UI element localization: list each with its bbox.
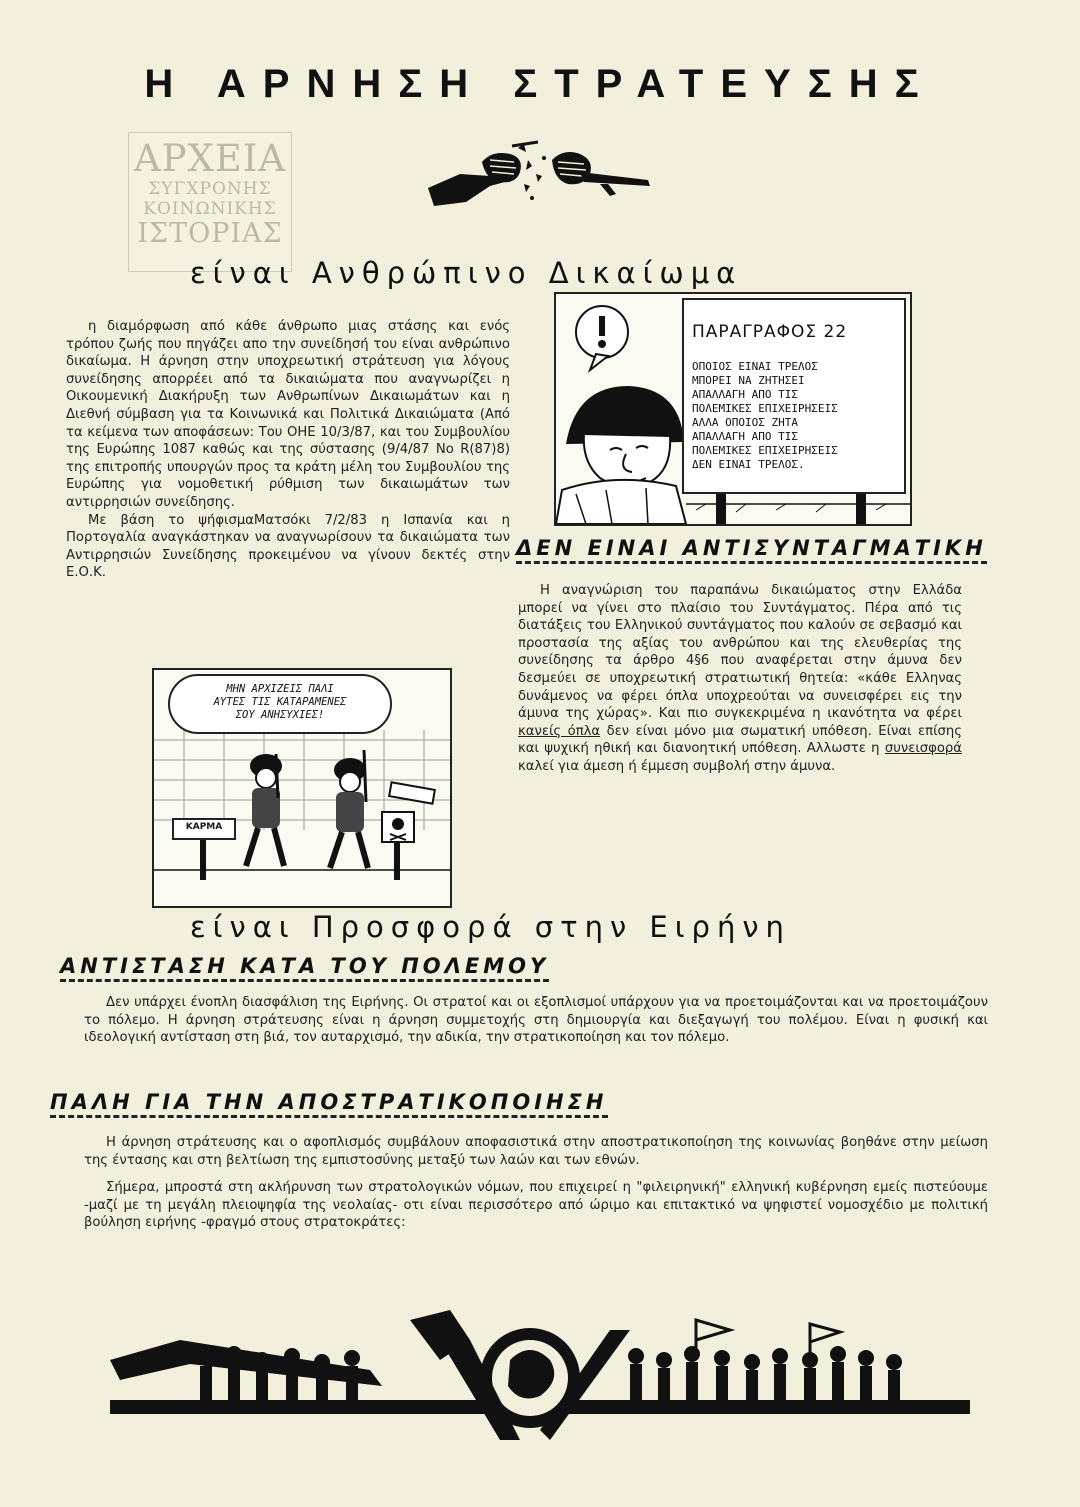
paragraph-constitution (518, 582, 962, 776)
heading-resistance-war: ΑΝΤΙΣΤΑΣΗ ΚΑΤΑ ΤΟΥ ΠΟΛΕΜΟΥ (60, 954, 549, 982)
cartoon-speech-bubble: ΜΗΝ ΑΡΧΙΖΕΙΣ ΠΑΛΙ ΑΥΤΕΣ ΤΙΣ ΚΑΤΑΡΑΜΕΝΕΣ ΣΟΥ ΑΝΗΣΥΧΙΕΣ! (168, 674, 392, 734)
constitution-text-c: καλεί για άμεση ή έμμεση συμβολή στην άμυνα. (518, 758, 836, 774)
paragraph-human-right: η διαμόρφωση από κάθε άνθρωπο μιας στάσης και ενός τρόπου ζωής που πηγάζει απο την συνείδησή του είναι ανθρώπινο δικαίωμα. Η άρνηση στην υποχρεωτική στράτευση για λόγους συνείδησης απορρέει από τα δικαιώματα που αναγνωρίζει η Οικουμενική Διακήρυξη των Ανθρωπίνων Δικαιωμάτων και η Διεθνή σύμβαση για τα Κοινωνικά και Πολιτικά Δικαιώματα (Από τα κείμενα των αποφάσεων: Του ΟΗΕ 10/3/87, και του Συμβουλίου της Ευρώπης 1087 καθώς και της σύστασης (9/4/87 No R(87)8) της επιτροπής υπουργών προς τα κράτη μέλη του Συμβουλίου της Ευρώπης για νομοθετική ρύθμιση των δικαιωμάτων των αντιρρησιών συνείδησης. (66, 319, 510, 510)
paragraph-resistance: Δεν υπάρχει ένοπλη διασφάλιση της Ειρήνης. Οι στρατοί και οι εξοπλισμοί υπάρχουν για να προετοιμάζονται και να προετοιμάζουν το πόλεμο. Η άρνηση στράτευσης είναι η άρνηση συμμετοχής στη δημιουργία και διεξαγωγή του πολέμου. Είναι η φυσική και ιδεολογική αντίσταση στη βιά, τον αυταρχισμό, την αδικία, την στρατικοποίηση και τον πόλεμο. (84, 995, 988, 1046)
heading-not-unconstitutional: ΔΕΝ ΕΙΝΑΙ ΑΝΤΙΣΥΝΤΑΓΜΑΤΙΚΗ (516, 536, 987, 564)
archive-stamp (128, 132, 292, 272)
paragraph-demilitarization: Η άρνηση στράτευσης και ο αφοπλισμός συμβάλουν αποφασιστικά στην αποστρατικοποίηση της κοινωνίας βοηθάνε στην μείωση της έντασης και στη βελτίωση της εμπιστοσύνης μεταξύ των λαών και των εθνών. (84, 1135, 988, 1168)
constitution-underlined-1: κανείς όπλα (518, 723, 601, 739)
constitution-text-a: Η αναγνώριση του παραπάνω δικαιώματος στην Ελλάδα μπορεί να γίνει στο πλαίσιο του Συντάγματος. Πέρα από τις διατάξεις του Ελληνικού συντάγματος που καλούν σε σεβασμό και προστασία της αξίας του ανθρώπου και της ελευθερίας της συνείδησης τα άρθρο 4§6 που αναφέρεται στην άμυνα δεν δεσμεύει σε υποχρεωτική στρατιωτική θητεία: «κάθε Ελληνας δυνάμενος να φέρει όπλα υποχρεούται να συνεισφέρει εις την άμυνα της χώρας». Και πιο συγκεκριμένα η ικανότητα να φέρει (518, 583, 962, 722)
stamp-line-4: ΙΣΤΟΡΙΑΣ (137, 218, 283, 249)
paragraph-22-sign (682, 298, 906, 494)
paragraph-22-sign-title: ΠΑΡΑΓΡΑΦΟΣ 22 (692, 322, 848, 342)
cartoon-paragraph-22 (554, 292, 912, 526)
subtitle-peace-offering: είναι Προσφορά στην Ειρήνη (190, 910, 791, 944)
constitution-text-b: δεν είναι μόνο μια σωματική υπόθεση. Είναι επίσης και ψυχική ηθική και διανοητική υπόθεση. Αλλωστε η (518, 723, 963, 757)
stamp-line-1: ΑΡΧΕΙΑ (133, 137, 287, 180)
marching-people-broken-gun-icon (110, 1300, 970, 1460)
paragraph-matsoki-resolution: Με βάση το ψήφισμαΜατσόκι 7/2/83 η Ισπανία και η Πορτογαλία αναγκάστηκαν να αναγνωρίσουν τα δικαιώματα των Αντιρρησιών Συνείδησης προκειμένου να γίνουν δεκτές στην Ε.Ο.Κ. (66, 512, 510, 581)
page-title: Η ΑΡΝΗΣΗ ΣΤΡΑΤΕΥΣΗΣ (144, 62, 936, 106)
cartoon-marching-soldiers (152, 668, 452, 908)
constitution-underlined-2: συνεισφορά (884, 741, 962, 757)
right-column (518, 582, 962, 776)
heading-demilitarization: ΠΑΛΗ ΓΙΑ ΤΗΝ ΑΠΟΣΤΡΑΤΙΚΟΠΟΙΗΣΗ (50, 1090, 608, 1118)
paragraph-22-sign-text: ΟΠΟΙΟΣ ΕΙΝΑΙ ΤΡΕΛΟΣ ΜΠΟΡΕΙ ΝΑ ΖΗΤΗΣΕΙ ΑΠΑΛΛΑΓΗ ΑΠΟ ΤΙΣ ΠΟΛΕΜΙΚΕΣ ΕΠΙΧΕΙΡΗΣΕΙΣ ΑΛΛΑ ΟΠΟΙΟΣ ΖΗΤΑ ΑΠΑΛΛΑΓΗ ΑΠΟ ΤΙΣ ΠΟΛΕΜΙΚΕΣ ΕΠΙΧΕΙΡΗΣΕΙΣ ΔΕΝ ΕΙΝΑΙ ΤΡΕΛΟΣ. (692, 360, 838, 471)
stamp-line-2: ΣΥΓΧΡΟΝΗΣ (148, 179, 272, 199)
resistance-section (84, 994, 988, 1047)
stamp-line-3: ΚΟΙΝΩΝΙΚΗΣ (143, 199, 277, 219)
left-column (66, 318, 510, 582)
demilitarization-section (84, 1134, 988, 1232)
broken-rifle-icon (420, 140, 660, 220)
paragraph-conscription-law: Σήμερα, μπροστά στη ακλήρυνση των στρατολογικών νόμων, που επιχειρεί η "φιλειρηνική" ελληνική κυβέρνηση εμείς πιστεύουμε -μαζί με τη μεγάλη πλειοψηφία της νεολαίας- οτι είναι περισσότερο από ώριμο και επιτακτικό να ψηφιστεί νομοσχέδιο με πολιτική βούληση ειρήνης -φραγμό στους στρατοκράτες: (84, 1180, 988, 1231)
cartoon-left-sign: ΚΑΡΜΑ (172, 818, 236, 840)
subtitle-human-right: είναι Ανθρώπινο Δικαίωμα (190, 256, 743, 290)
